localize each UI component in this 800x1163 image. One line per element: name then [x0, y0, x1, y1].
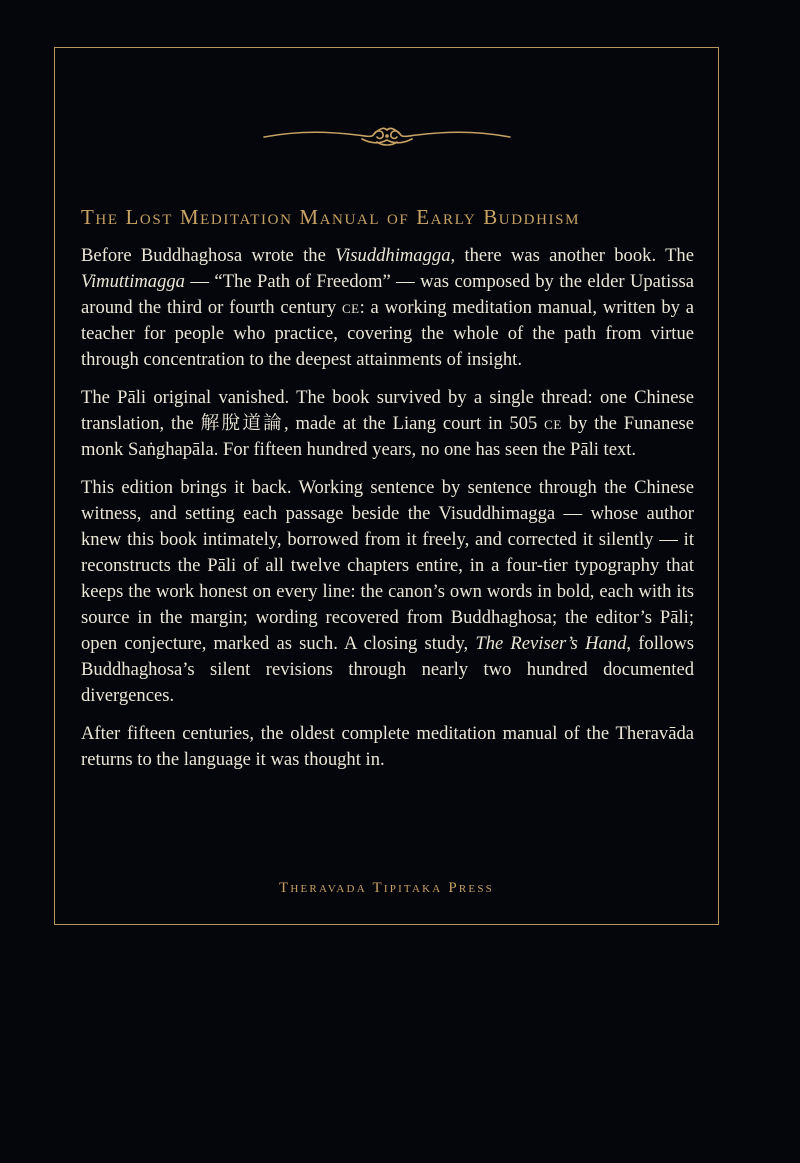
publisher-name: Theravada Tipitaka Press [279, 880, 494, 896]
book-title-vimuttimagga: Vimuttimagga [81, 271, 185, 292]
back-cover-blurb [81, 203, 694, 785]
paragraph-3 [81, 475, 694, 709]
study-title: The Reviser’s Hand [475, 633, 627, 654]
text-run: by the Funanese monk Saṅghapāla. For fifteen hundred years, no one has seen the Pāli text. [81, 413, 695, 460]
era-abbreviation: ce [341, 297, 360, 318]
book-title-visuddhimagga: Visuddhimagga [335, 245, 451, 266]
scroll-flourish-icon [262, 124, 512, 150]
text-run: , follows Buddhaghosa’s silent revisions through nearly two hundred documented divergences. [81, 633, 695, 706]
text-run: This edition brings it back. Working sentence by sentence through the Chinese witness, and setting each passage beside the Visuddhimagga — whose author knew this book intimately, borrowed from it freely, and corrected it silently — it reconstructs the Pāli of all twelve chapters entire, in a four-tier typography that keeps the work honest on every line: the canon’s own words in bold, each with its source in the margin; wording recovered from Buddhaghosa; the editor’s Pāli; open conjecture, marked as such. A closing study, [81, 477, 694, 654]
text-run: , there was another book. The [450, 245, 694, 266]
paragraph-1 [81, 243, 694, 373]
text-run: — “The Path of Freedom” — was composed by the elder Upatissa around the third or fourth century [81, 271, 694, 318]
book-heading: The Lost Meditation Manual of Early Buddhism [81, 205, 581, 229]
paragraph-4: After fifteen centuries, the oldest complete meditation manual of the Theravāda returns to the language it was thought in. [81, 723, 694, 770]
era-abbreviation: ce [544, 413, 562, 434]
text-run: The Pāli original vanished. The book survived by a single thread: one Chinese translation, the 解脫道論, made at the Liang court in 505 [81, 387, 694, 434]
text-run: Before Buddhaghosa wrote the [81, 245, 336, 266]
text-run: : a working meditation manual, written by a teacher for people who practice, covering the whole of the path from virtue through concentration to the deepest attainments of insight. [81, 297, 694, 370]
paragraph-2 [81, 385, 694, 463]
